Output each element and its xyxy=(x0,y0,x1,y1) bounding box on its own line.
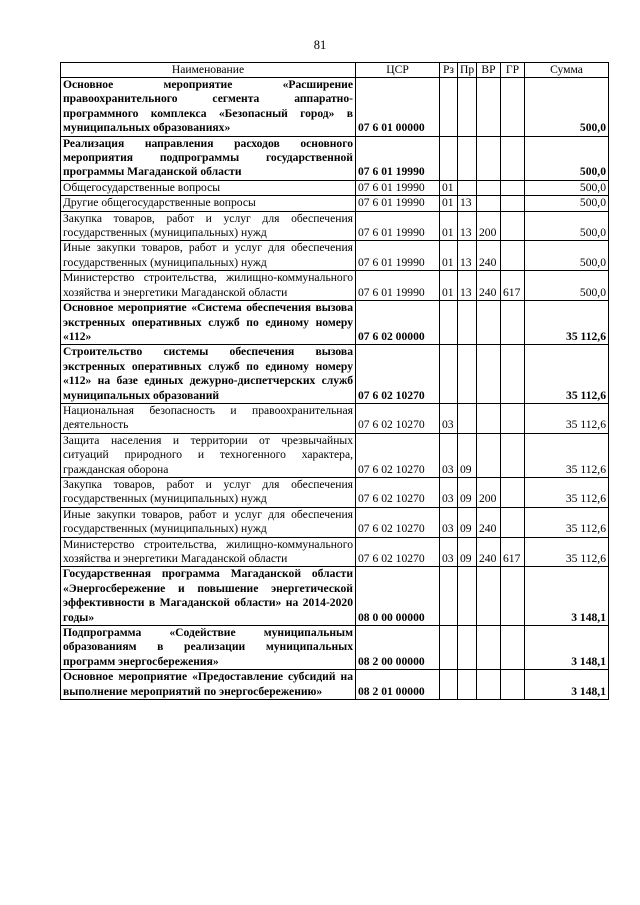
cell-vr xyxy=(477,670,501,700)
cell-rz: 01 xyxy=(440,180,458,195)
cell-pr: 09 xyxy=(458,507,477,537)
cell-csr: 07 6 02 00000 xyxy=(356,301,440,345)
cell-gr xyxy=(501,78,525,137)
cell-vr: 240 xyxy=(477,241,501,271)
cell-rz xyxy=(440,345,458,404)
cell-pr: 13 xyxy=(458,241,477,271)
table-row xyxy=(61,180,609,195)
cell-csr: 07 6 01 19990 xyxy=(356,271,440,301)
cell-rz xyxy=(440,78,458,137)
cell-vr: 240 xyxy=(477,507,501,537)
header-rz: Рз xyxy=(440,63,458,78)
cell-sum: 35 112,6 xyxy=(525,507,609,537)
cell-pr: 09 xyxy=(458,433,477,477)
cell-vr: 200 xyxy=(477,477,501,507)
cell-csr: 07 6 02 10270 xyxy=(356,537,440,567)
cell-sum: 35 112,6 xyxy=(525,537,609,567)
cell-gr xyxy=(501,241,525,271)
cell-gr: 617 xyxy=(501,271,525,301)
cell-pr xyxy=(458,626,477,670)
cell-csr: 08 2 00 00000 xyxy=(356,626,440,670)
cell-rz: 01 xyxy=(440,211,458,241)
cell-sum: 3 148,1 xyxy=(525,567,609,626)
cell-pr: 13 xyxy=(458,211,477,241)
cell-gr xyxy=(501,626,525,670)
cell-rz: 01 xyxy=(440,196,458,211)
cell-rz: 03 xyxy=(440,403,458,433)
table-row xyxy=(61,626,609,670)
cell-pr xyxy=(458,403,477,433)
table-row xyxy=(61,301,609,345)
cell-name: Строительство системы обеспечения вызова экстренных оперативных служб по единому номеру «112» на базе единых дежурно-диспетчерских служб муниципальных образований xyxy=(61,345,356,404)
cell-sum: 500,0 xyxy=(525,271,609,301)
cell-rz: 03 xyxy=(440,433,458,477)
cell-pr xyxy=(458,345,477,404)
cell-vr xyxy=(477,433,501,477)
cell-pr xyxy=(458,136,477,180)
cell-rz: 01 xyxy=(440,241,458,271)
cell-vr: 240 xyxy=(477,271,501,301)
cell-sum: 35 112,6 xyxy=(525,403,609,433)
cell-pr: 09 xyxy=(458,477,477,507)
cell-gr xyxy=(501,196,525,211)
cell-gr xyxy=(501,301,525,345)
cell-vr xyxy=(477,403,501,433)
table-row xyxy=(61,136,609,180)
header-name: Наименование xyxy=(61,63,356,78)
table-row xyxy=(61,78,609,137)
cell-pr: 09 xyxy=(458,537,477,567)
table-row xyxy=(61,507,609,537)
header-vr: ВР xyxy=(477,63,501,78)
cell-vr xyxy=(477,196,501,211)
cell-gr xyxy=(501,567,525,626)
cell-sum: 500,0 xyxy=(525,136,609,180)
cell-csr: 07 6 01 00000 xyxy=(356,78,440,137)
table-row xyxy=(61,196,609,211)
cell-pr xyxy=(458,78,477,137)
cell-gr xyxy=(501,211,525,241)
cell-sum: 500,0 xyxy=(525,211,609,241)
cell-name: Государственная программа Магаданской области «Энергосбережение и повышение энергетической эффективности в Магаданской области» на 2014-2020 годы» xyxy=(61,567,356,626)
cell-gr xyxy=(501,477,525,507)
cell-rz xyxy=(440,136,458,180)
table-row xyxy=(61,271,609,301)
header-sum: Сумма xyxy=(525,63,609,78)
cell-rz: 03 xyxy=(440,537,458,567)
cell-pr xyxy=(458,567,477,626)
page-number: 81 xyxy=(313,38,327,52)
cell-gr xyxy=(501,433,525,477)
cell-rz: 01 xyxy=(440,271,458,301)
cell-gr xyxy=(501,507,525,537)
cell-vr xyxy=(477,78,501,137)
cell-name: Защита населения и территории от чрезвычайных ситуаций природного и техногенного характера, гражданская оборона xyxy=(61,433,356,477)
cell-gr xyxy=(501,403,525,433)
table-row xyxy=(61,403,609,433)
cell-gr xyxy=(501,180,525,195)
cell-name: Национальная безопасность и правоохранительная деятельность xyxy=(61,403,356,433)
cell-csr: 07 6 02 10270 xyxy=(356,433,440,477)
cell-rz: 03 xyxy=(440,477,458,507)
cell-csr: 07 6 02 10270 xyxy=(356,477,440,507)
cell-rz xyxy=(440,567,458,626)
table-body xyxy=(61,78,609,700)
cell-pr xyxy=(458,180,477,195)
cell-csr: 07 6 02 10270 xyxy=(356,507,440,537)
cell-vr xyxy=(477,136,501,180)
budget-table xyxy=(60,62,609,700)
cell-vr xyxy=(477,567,501,626)
table-row xyxy=(61,670,609,700)
cell-sum: 35 112,6 xyxy=(525,301,609,345)
cell-csr: 07 6 02 10270 xyxy=(356,403,440,433)
cell-sum: 500,0 xyxy=(525,180,609,195)
cell-vr xyxy=(477,626,501,670)
cell-name: Общегосударственные вопросы xyxy=(61,180,356,195)
header-pr: Пр xyxy=(458,63,477,78)
cell-sum: 35 112,6 xyxy=(525,345,609,404)
cell-name: Другие общегосударственные вопросы xyxy=(61,196,356,211)
cell-name: Министерство строительства, жилищно-коммунального хозяйства и энергетики Магаданской области xyxy=(61,537,356,567)
cell-gr xyxy=(501,136,525,180)
cell-sum: 35 112,6 xyxy=(525,433,609,477)
cell-gr xyxy=(501,670,525,700)
cell-name: Основное мероприятие «Система обеспечения вызова экстренных оперативных служб по единому номеру «112» xyxy=(61,301,356,345)
cell-csr: 07 6 01 19990 xyxy=(356,136,440,180)
table-row xyxy=(61,537,609,567)
header-csr: ЦСР xyxy=(356,63,440,78)
table-row xyxy=(61,433,609,477)
cell-gr xyxy=(501,345,525,404)
cell-pr xyxy=(458,301,477,345)
cell-sum: 500,0 xyxy=(525,78,609,137)
cell-rz: 03 xyxy=(440,507,458,537)
table-row xyxy=(61,211,609,241)
cell-name: Иные закупки товаров, работ и услуг для обеспечения государственных (муниципальных) нужд xyxy=(61,507,356,537)
cell-vr xyxy=(477,180,501,195)
cell-csr: 07 6 01 19990 xyxy=(356,241,440,271)
cell-vr: 200 xyxy=(477,211,501,241)
cell-name: Основное мероприятие «Расширение правоохранительного сегмента аппаратно-программного комплекса «Безопасный город» в муниципальных образованиях» xyxy=(61,78,356,137)
header-row xyxy=(61,63,609,78)
cell-pr: 13 xyxy=(458,196,477,211)
header-gr: ГР xyxy=(501,63,525,78)
cell-rz xyxy=(440,626,458,670)
cell-rz xyxy=(440,670,458,700)
cell-name: Министерство строительства, жилищно-коммунального хозяйства и энергетики Магаданской области xyxy=(61,271,356,301)
cell-name: Иные закупки товаров, работ и услуг для обеспечения государственных (муниципальных) нужд xyxy=(61,241,356,271)
cell-sum: 3 148,1 xyxy=(525,626,609,670)
cell-csr: 08 2 01 00000 xyxy=(356,670,440,700)
cell-name: Закупка товаров, работ и услуг для обеспечения государственных (муниципальных) нужд xyxy=(61,477,356,507)
cell-gr: 617 xyxy=(501,537,525,567)
cell-vr xyxy=(477,301,501,345)
cell-csr: 07 6 02 10270 xyxy=(356,345,440,404)
table-row xyxy=(61,241,609,271)
table-row xyxy=(61,477,609,507)
cell-name: Реализация направления расходов основного мероприятия подпрограммы государственной программы Магаданской области xyxy=(61,136,356,180)
cell-vr: 240 xyxy=(477,537,501,567)
cell-csr: 08 0 00 00000 xyxy=(356,567,440,626)
table-row xyxy=(61,345,609,404)
cell-csr: 07 6 01 19990 xyxy=(356,180,440,195)
cell-sum: 3 148,1 xyxy=(525,670,609,700)
cell-csr: 07 6 01 19990 xyxy=(356,196,440,211)
cell-csr: 07 6 01 19990 xyxy=(356,211,440,241)
cell-pr: 13 xyxy=(458,271,477,301)
cell-rz xyxy=(440,301,458,345)
cell-sum: 500,0 xyxy=(525,196,609,211)
cell-name: Закупка товаров, работ и услуг для обеспечения государственных (муниципальных) нужд xyxy=(61,211,356,241)
cell-name: Подпрограмма «Содействие муниципальным образованиям в реализации муниципальных программ энергосбережения» xyxy=(61,626,356,670)
cell-pr xyxy=(458,670,477,700)
cell-sum: 500,0 xyxy=(525,241,609,271)
cell-sum: 35 112,6 xyxy=(525,477,609,507)
cell-vr xyxy=(477,345,501,404)
cell-name: Основное мероприятие «Предоставление субсидий на выполнение мероприятий по энергосбережению» xyxy=(61,670,356,700)
table-row xyxy=(61,567,609,626)
